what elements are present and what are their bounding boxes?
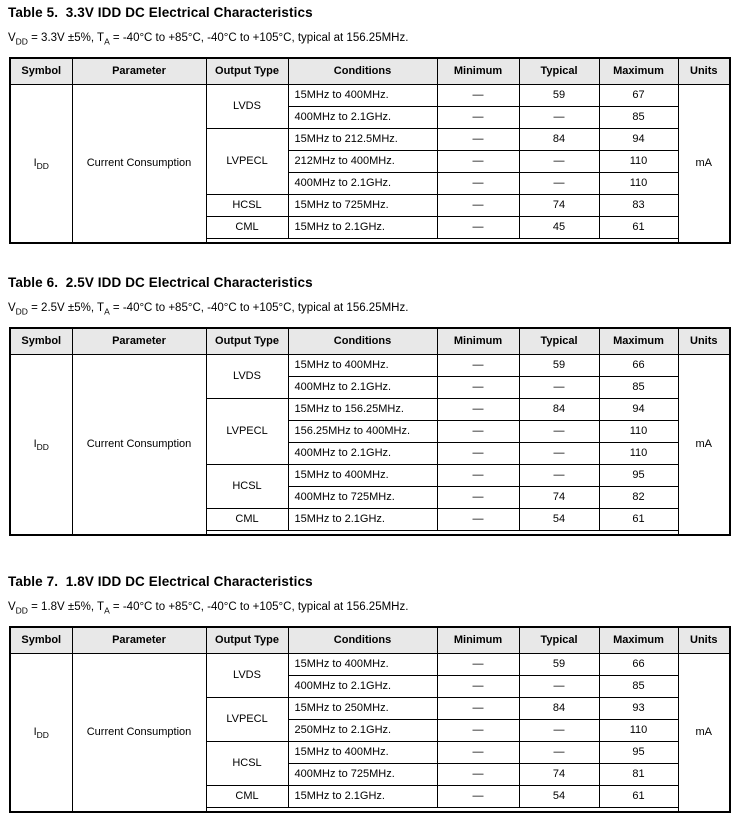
units-cell: mA xyxy=(678,354,730,535)
minimum-cell: — xyxy=(437,464,519,486)
vdd-subscript: DD xyxy=(15,605,28,616)
minimum-cell: — xyxy=(437,741,519,763)
typical-cell: 54 xyxy=(519,508,599,530)
minimum-cell: — xyxy=(437,84,519,106)
typical-cell: 74 xyxy=(519,194,599,216)
minimum-cell: — xyxy=(437,719,519,741)
column-header-minimum: Minimum xyxy=(437,58,519,84)
table5-section xyxy=(8,5,730,244)
maximum-cell: 93 xyxy=(599,697,678,719)
parameter-cell: Current Consumption xyxy=(72,354,206,535)
minimum-cell: — xyxy=(437,675,519,697)
column-header-units: Units xyxy=(678,328,730,354)
table-row xyxy=(10,354,730,376)
typical-cell: 45 xyxy=(519,216,599,238)
typical-cell: — xyxy=(519,172,599,194)
conditions-cell: 15MHz to 2.1GHz. xyxy=(288,216,437,238)
maximum-cell: 95 xyxy=(599,464,678,486)
output-type-cell: CML xyxy=(206,508,288,530)
maximum-cell: 95 xyxy=(599,741,678,763)
conditions-cell: 156.25MHz to 400MHz. xyxy=(288,420,437,442)
table6-conditions-note xyxy=(8,302,730,315)
column-header-symbol: Symbol xyxy=(10,58,72,84)
maximum-cell: 110 xyxy=(599,719,678,741)
column-header-conditions: Conditions xyxy=(288,328,437,354)
minimum-cell: — xyxy=(437,653,519,675)
symbol-base: I xyxy=(33,157,37,170)
column-header-conditions: Conditions xyxy=(288,627,437,653)
conditions-cell: 15MHz to 156.25MHz. xyxy=(288,398,437,420)
column-header-maximum: Maximum xyxy=(599,328,678,354)
minimum-cell: — xyxy=(437,442,519,464)
typical-cell: 59 xyxy=(519,653,599,675)
minimum-cell: — xyxy=(437,486,519,508)
maximum-cell: 81 xyxy=(599,763,678,785)
maximum-cell: 61 xyxy=(599,785,678,807)
output-type-cell: LVDS xyxy=(206,354,288,398)
column-header-symbol: Symbol xyxy=(10,328,72,354)
minimum-cell: — xyxy=(437,420,519,442)
minimum-cell: — xyxy=(437,194,519,216)
symbol-subscript: DD xyxy=(36,442,49,453)
units-cell: mA xyxy=(678,84,730,243)
conditions-cell: 15MHz to 725MHz. xyxy=(288,194,437,216)
typical-cell: 59 xyxy=(519,354,599,376)
minimum-cell: — xyxy=(437,763,519,785)
spacer-cell xyxy=(206,807,678,812)
column-header-parameter: Parameter xyxy=(72,58,206,84)
conditions-cell: 15MHz to 2.1GHz. xyxy=(288,785,437,807)
conditions-cell: 400MHz to 725MHz. xyxy=(288,486,437,508)
spacer-cell xyxy=(206,238,678,243)
conditions-cell: 400MHz to 725MHz. xyxy=(288,763,437,785)
output-type-cell: LVPECL xyxy=(206,128,288,194)
maximum-cell: 82 xyxy=(599,486,678,508)
column-header-maximum: Maximum xyxy=(599,58,678,84)
maximum-cell: 110 xyxy=(599,172,678,194)
table6-section xyxy=(8,275,730,536)
parameter-cell: Current Consumption xyxy=(72,84,206,243)
minimum-cell: — xyxy=(437,172,519,194)
minimum-cell: — xyxy=(437,150,519,172)
column-header-conditions: Conditions xyxy=(288,58,437,84)
column-header-output-type: Output Type xyxy=(206,328,288,354)
header-row xyxy=(10,58,730,84)
typical-cell: — xyxy=(519,741,599,763)
maximum-cell: 61 xyxy=(599,508,678,530)
column-header-parameter: Parameter xyxy=(72,328,206,354)
ta-symbol: T xyxy=(97,32,105,44)
vdd-symbol: V xyxy=(8,32,16,44)
typical-cell: 74 xyxy=(519,486,599,508)
maximum-cell: 66 xyxy=(599,354,678,376)
table-row xyxy=(10,653,730,675)
table7-conditions-note xyxy=(8,601,730,614)
table7-title: Table 7. 1.8V IDD DC Electrical Characteristics xyxy=(8,574,313,589)
table5-spec-table xyxy=(9,57,731,244)
output-type-cell: CML xyxy=(206,216,288,238)
symbol-cell xyxy=(10,354,72,535)
typical-cell: — xyxy=(519,719,599,741)
column-header-output-type: Output Type xyxy=(206,58,288,84)
maximum-cell: 110 xyxy=(599,420,678,442)
column-header-typical: Typical xyxy=(519,328,599,354)
minimum-cell: — xyxy=(437,128,519,150)
symbol-base: I xyxy=(33,438,37,451)
note-segment: = 1.8V ±5%, xyxy=(27,601,98,613)
typical-cell: — xyxy=(519,442,599,464)
symbol-base: I xyxy=(33,726,37,739)
ta-symbol: T xyxy=(97,601,105,613)
ta-subscript: A xyxy=(104,605,110,616)
conditions-cell: 15MHz to 400MHz. xyxy=(288,354,437,376)
maximum-cell: 94 xyxy=(599,398,678,420)
typical-cell: — xyxy=(519,150,599,172)
vdd-symbol: V xyxy=(8,302,16,314)
vdd-subscript: DD xyxy=(15,36,28,47)
typical-cell: 59 xyxy=(519,84,599,106)
maximum-cell: 85 xyxy=(599,675,678,697)
minimum-cell: — xyxy=(437,398,519,420)
ta-symbol: T xyxy=(97,302,105,314)
table-row xyxy=(10,84,730,106)
symbol-cell xyxy=(10,653,72,812)
conditions-cell: 400MHz to 2.1GHz. xyxy=(288,172,437,194)
note-segment: = 3.3V ±5%, xyxy=(27,32,98,44)
ta-subscript: A xyxy=(104,36,110,47)
units-cell: mA xyxy=(678,653,730,812)
column-header-minimum: Minimum xyxy=(437,328,519,354)
typical-cell: — xyxy=(519,106,599,128)
column-header-units: Units xyxy=(678,627,730,653)
note-segment: = 2.5V ±5%, xyxy=(27,302,98,314)
table5-title: Table 5. 3.3V IDD DC Electrical Characteristics xyxy=(8,5,313,20)
output-type-cell: HCSL xyxy=(206,194,288,216)
column-header-typical: Typical xyxy=(519,58,599,84)
vdd-symbol: V xyxy=(8,601,16,613)
minimum-cell: — xyxy=(437,508,519,530)
minimum-cell: — xyxy=(437,354,519,376)
output-type-cell: LVPECL xyxy=(206,398,288,464)
column-header-symbol: Symbol xyxy=(10,627,72,653)
conditions-cell: 15MHz to 400MHz. xyxy=(288,464,437,486)
minimum-cell: — xyxy=(437,106,519,128)
conditions-cell: 15MHz to 400MHz. xyxy=(288,84,437,106)
column-header-units: Units xyxy=(678,58,730,84)
minimum-cell: — xyxy=(437,785,519,807)
maximum-cell: 83 xyxy=(599,194,678,216)
typical-cell: — xyxy=(519,464,599,486)
column-header-typical: Typical xyxy=(519,627,599,653)
maximum-cell: 110 xyxy=(599,442,678,464)
maximum-cell: 61 xyxy=(599,216,678,238)
table7-section xyxy=(8,574,730,813)
output-type-cell: LVDS xyxy=(206,653,288,697)
spacer-cell xyxy=(206,530,678,535)
typical-cell: — xyxy=(519,420,599,442)
conditions-cell: 15MHz to 400MHz. xyxy=(288,653,437,675)
conditions-cell: 15MHz to 250MHz. xyxy=(288,697,437,719)
maximum-cell: 110 xyxy=(599,150,678,172)
header-row xyxy=(10,328,730,354)
minimum-cell: — xyxy=(437,697,519,719)
note-segment: = -40°C to +85°C, -40°C to +105°C, typical at 156.25MHz. xyxy=(109,32,409,44)
output-type-cell: LVPECL xyxy=(206,697,288,741)
maximum-cell: 85 xyxy=(599,376,678,398)
parameter-cell: Current Consumption xyxy=(72,653,206,812)
conditions-cell: 15MHz to 2.1GHz. xyxy=(288,508,437,530)
typical-cell: 74 xyxy=(519,763,599,785)
header-row xyxy=(10,627,730,653)
conditions-cell: 400MHz to 2.1GHz. xyxy=(288,376,437,398)
typical-cell: 54 xyxy=(519,785,599,807)
symbol-subscript: DD xyxy=(36,730,49,741)
maximum-cell: 67 xyxy=(599,84,678,106)
conditions-cell: 15MHz to 400MHz. xyxy=(288,741,437,763)
conditions-cell: 400MHz to 2.1GHz. xyxy=(288,106,437,128)
column-header-output-type: Output Type xyxy=(206,627,288,653)
typical-cell: — xyxy=(519,376,599,398)
maximum-cell: 66 xyxy=(599,653,678,675)
typical-cell: 84 xyxy=(519,128,599,150)
symbol-cell xyxy=(10,84,72,243)
conditions-cell: 250MHz to 2.1GHz. xyxy=(288,719,437,741)
maximum-cell: 94 xyxy=(599,128,678,150)
output-type-cell: HCSL xyxy=(206,464,288,508)
ta-subscript: A xyxy=(104,306,110,317)
minimum-cell: — xyxy=(437,216,519,238)
conditions-cell: 400MHz to 2.1GHz. xyxy=(288,442,437,464)
note-segment: = -40°C to +85°C, -40°C to +105°C, typical at 156.25MHz. xyxy=(109,601,409,613)
output-type-cell: LVDS xyxy=(206,84,288,128)
table6-title: Table 6. 2.5V IDD DC Electrical Characteristics xyxy=(8,275,313,290)
symbol-subscript: DD xyxy=(36,161,49,172)
typical-cell: — xyxy=(519,675,599,697)
minimum-cell: — xyxy=(437,376,519,398)
conditions-cell: 15MHz to 212.5MHz. xyxy=(288,128,437,150)
note-segment: = -40°C to +85°C, -40°C to +105°C, typical at 156.25MHz. xyxy=(109,302,409,314)
column-header-parameter: Parameter xyxy=(72,627,206,653)
conditions-cell: 400MHz to 2.1GHz. xyxy=(288,675,437,697)
conditions-cell: 212MHz to 400MHz. xyxy=(288,150,437,172)
output-type-cell: HCSL xyxy=(206,741,288,785)
table6-spec-table xyxy=(9,327,731,536)
column-header-maximum: Maximum xyxy=(599,627,678,653)
typical-cell: 84 xyxy=(519,697,599,719)
column-header-minimum: Minimum xyxy=(437,627,519,653)
table7-spec-table xyxy=(9,626,731,813)
output-type-cell: CML xyxy=(206,785,288,807)
vdd-subscript: DD xyxy=(15,306,28,317)
maximum-cell: 85 xyxy=(599,106,678,128)
typical-cell: 84 xyxy=(519,398,599,420)
table5-conditions-note xyxy=(8,32,730,45)
